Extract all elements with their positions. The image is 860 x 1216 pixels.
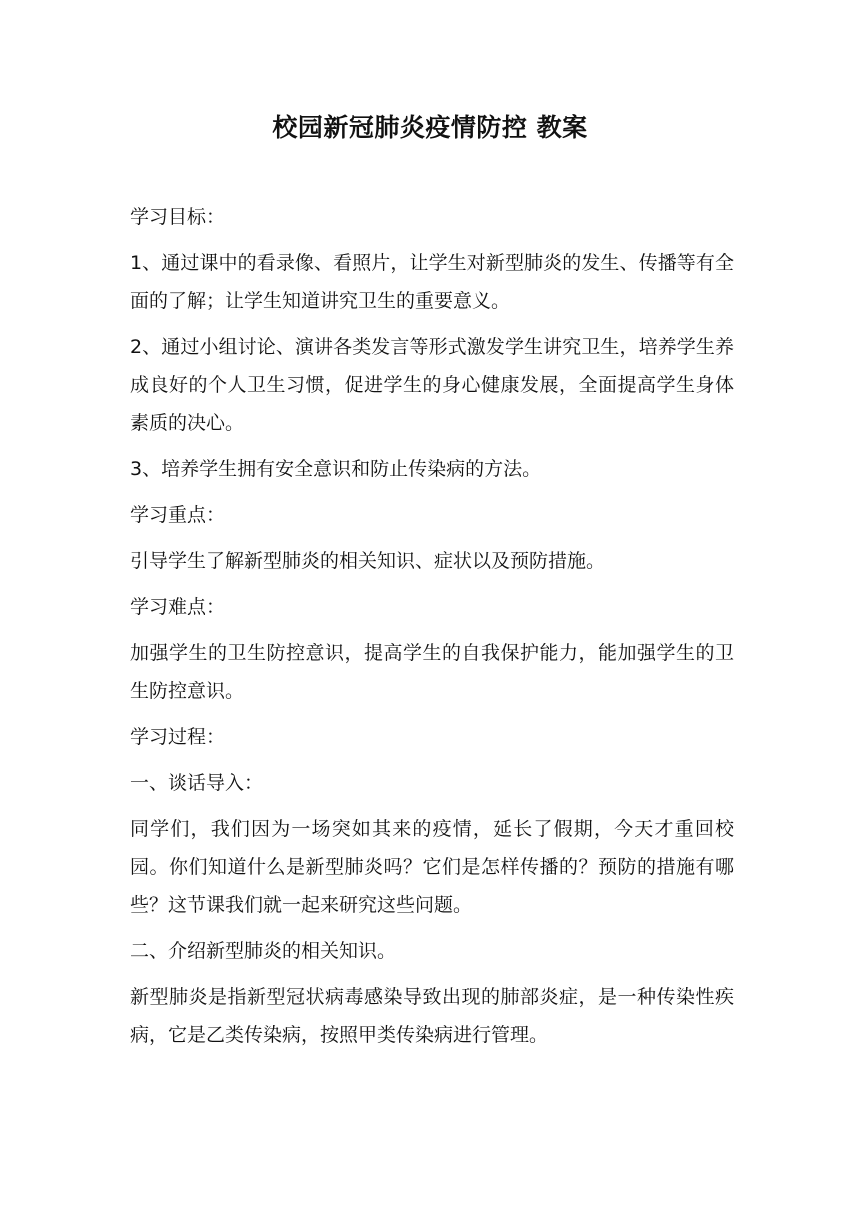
- goal-item-2: 2、通过小组讨论、演讲各类发言等形式激发学生讲究卫生，培养学生养成良好的个人卫生习惯，促进学生的身心健康发展，全面提高学生身体素质的决心。: [130, 336, 734, 434]
- goal-item-3: 3、培养学生拥有安全意识和防止传染病的方法。: [130, 458, 542, 480]
- section-2-heading: 二、介绍新型肺炎的相关知识。: [130, 940, 397, 962]
- goal-item-1: 1、通过课中的看录像、看照片，让学生对新型肺炎的发生、传播等有全面的了解；让学生知道讲究卫生的重要意义。: [130, 252, 734, 312]
- section-1-text: 同学们，我们因为一场突如其来的疫情，延长了假期，今天才重回校园。你们知道什么是新型肺炎吗？它们是怎样传播的？预防的措施有哪些？这节课我们就一起来研究这些问题。: [130, 818, 734, 916]
- section-2-text: 新型肺炎是指新型冠状病毒感染导致出现的肺部炎症，是一种传染性疾病，它是乙类传染病，按照甲类传染病进行管理。: [130, 986, 734, 1046]
- document-body: [130, 198, 734, 1062]
- section-1-heading: 一、谈话导入：: [130, 772, 264, 794]
- heading-key-points: 学习重点：: [130, 504, 226, 526]
- heading-learning-process: 学习过程：: [130, 726, 226, 748]
- difficulties-text: 加强学生的卫生防控意识，提高学生的自我保护能力，能加强学生的卫生防控意识。: [130, 642, 734, 702]
- heading-learning-goals: 学习目标：: [130, 206, 226, 228]
- heading-difficulties: 学习难点：: [130, 596, 226, 618]
- document-title: 校园新冠肺炎疫情防控 教案: [272, 113, 588, 142]
- key-points-text: 引导学生了解新型肺炎的相关知识、症状以及预防措施。: [130, 550, 606, 572]
